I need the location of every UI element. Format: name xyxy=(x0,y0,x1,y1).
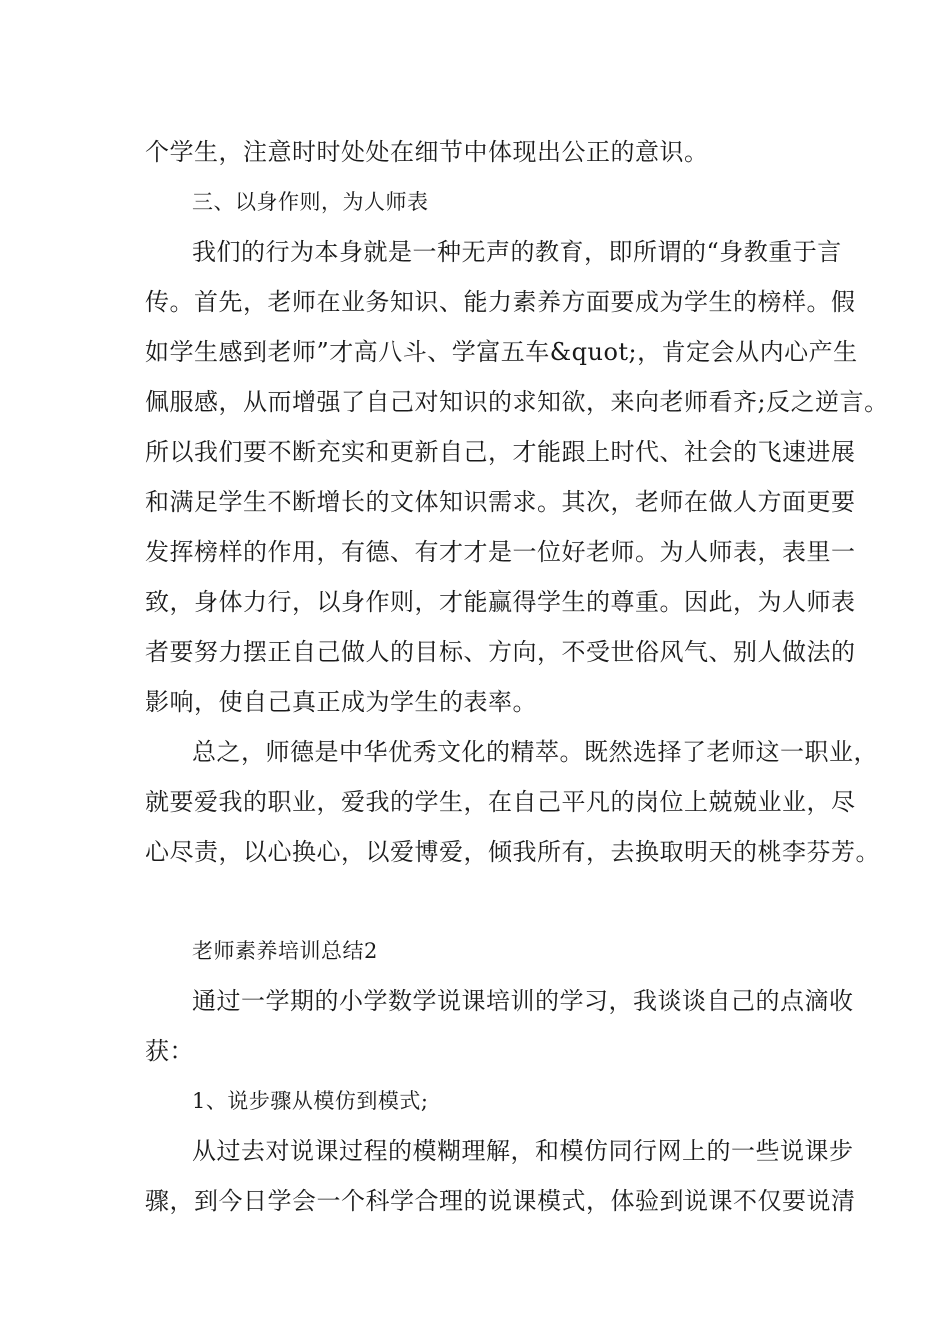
section-heading: 三、以身作则，为人师表 xyxy=(192,190,429,214)
section-title: 老师素养培训总结2 xyxy=(192,939,378,963)
paragraph-line: 心尽责，以心换心，以爱博爱，倾我所有，去换取明天的桃李芬芳。 xyxy=(145,838,880,866)
paragraph-line: 我们的行为本身就是一种无声的教育，即所谓的“身教重于言 xyxy=(192,238,842,266)
paragraph-line: 者要努力摆正自己做人的目标、方向，不受世俗风气、别人做法的 xyxy=(145,638,856,666)
paragraph-line: 传。首先，老师在业务知识、能力素养方面要成为学生的榜样。假 xyxy=(145,288,856,316)
paragraph-line: 个学生，注意时时处处在细节中体现出公正的意识。 xyxy=(145,138,709,166)
paragraph-line: 获： xyxy=(145,1037,194,1065)
paragraph-line: 佩服感，从而增强了自己对知识的求知欲，来向老师看齐;反之逆言。 xyxy=(145,388,889,416)
paragraph-line: 总之，师德是中华优秀文化的精萃。既然选择了老师这一职业， xyxy=(192,738,878,766)
paragraph-line: 影响，使自己真正成为学生的表率。 xyxy=(145,688,537,716)
paragraph-line: 所以我们要不断充实和更新自己，才能跟上时代、社会的飞速进展 xyxy=(145,438,856,466)
paragraph-line: 从过去对说课过程的模糊理解，和模仿同行网上的一些说课步 xyxy=(192,1137,854,1165)
paragraph-line: 和满足学生不断增长的文体知识需求。其次，老师在做人方面更要 xyxy=(145,488,856,516)
paragraph-line: 通过一学期的小学数学说课培训的学习，我谈谈自己的点滴收 xyxy=(192,987,854,1015)
list-item-heading: 1、说步骤从模仿到模式; xyxy=(192,1089,429,1113)
paragraph-line: 就要爱我的职业，爱我的学生，在自己平凡的岗位上兢兢业业，尽 xyxy=(145,788,856,816)
paragraph-line: 如学生感到老师”才高八斗、学富五车&quot;，肯定会从内心产生 xyxy=(145,338,858,366)
paragraph-line: 致，身体力行，以身作则，才能赢得学生的尊重。因此，为人师表 xyxy=(145,588,856,616)
paragraph-line: 发挥榜样的作用，有德、有才才是一位好老师。为人师表，表里一 xyxy=(145,538,856,566)
paragraph-line: 骤，到今日学会一个科学合理的说课模式，体验到说课不仅要说清 xyxy=(145,1187,856,1215)
